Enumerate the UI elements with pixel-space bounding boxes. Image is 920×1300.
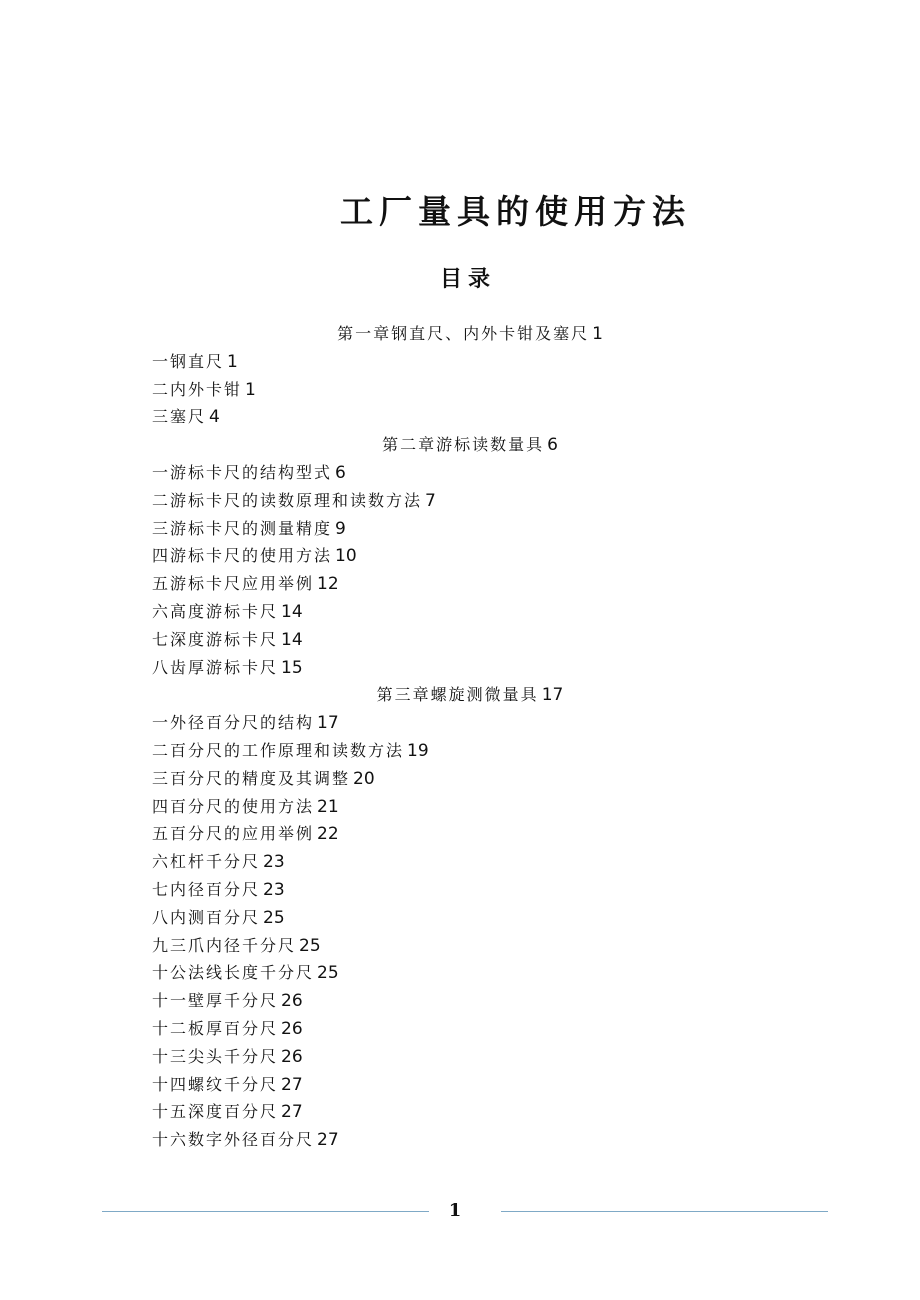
toc-section-entry[interactable] xyxy=(152,348,772,376)
toc-entry-page-number: 6 xyxy=(335,462,346,483)
toc-section-entry[interactable] xyxy=(152,709,772,737)
toc-entry-page-number: 26 xyxy=(281,991,303,1012)
toc-section-entry[interactable] xyxy=(152,987,772,1015)
toc-entry-page-number: 20 xyxy=(353,768,375,789)
toc-entry-title: 一钢直尺 xyxy=(152,351,225,371)
toc-section-entry[interactable] xyxy=(152,598,772,626)
toc-entry-title: 六高度游标卡尺 xyxy=(152,601,279,621)
toc-entry-title: 一外径百分尺的结构 xyxy=(152,713,315,733)
toc-section-entry[interactable] xyxy=(152,793,772,821)
toc-entry-page-number: 9 xyxy=(335,518,346,539)
table-of-contents xyxy=(152,320,772,1154)
toc-entry-title: 十五深度百分尺 xyxy=(152,1102,279,1122)
toc-entry-page-number: 26 xyxy=(281,1018,303,1039)
toc-entry-title: 二内外卡钳 xyxy=(152,379,243,399)
toc-section-entry[interactable] xyxy=(152,487,772,515)
toc-entry-title: 十四螺纹千分尺 xyxy=(152,1074,279,1094)
toc-section-entry[interactable] xyxy=(152,765,772,793)
toc-section-entry[interactable] xyxy=(152,515,772,543)
toc-section-entry[interactable] xyxy=(152,459,772,487)
toc-entry-page-number: 27 xyxy=(317,1130,339,1151)
toc-entry-page-number: 26 xyxy=(281,1046,303,1067)
toc-section-entry[interactable] xyxy=(152,1043,772,1071)
toc-entry-page-number: 25 xyxy=(263,907,285,928)
toc-section-entry[interactable] xyxy=(152,848,772,876)
toc-entry-title: 十一壁厚千分尺 xyxy=(152,991,279,1011)
toc-entry-page-number: 15 xyxy=(281,657,303,678)
toc-heading: 目录 xyxy=(439,266,496,292)
toc-entry-page-number: 1 xyxy=(227,351,238,372)
toc-entry-title: 三游标卡尺的测量精度 xyxy=(152,518,333,538)
toc-entry-title: 一游标卡尺的结构型式 xyxy=(152,462,333,482)
toc-entry-title: 十二板厚百分尺 xyxy=(152,1018,279,1038)
toc-section-entry[interactable] xyxy=(152,1071,772,1099)
toc-entry-title: 四游标卡尺的使用方法 xyxy=(152,546,333,566)
toc-section-entry[interactable] xyxy=(152,932,772,960)
page-number: 1 xyxy=(448,1200,462,1221)
toc-entry-title: 八内测百分尺 xyxy=(152,907,261,927)
toc-entry-title: 五游标卡尺应用举例 xyxy=(152,574,315,594)
toc-entry-title: 十三尖头千分尺 xyxy=(152,1046,279,1066)
toc-section-entry[interactable] xyxy=(152,1126,772,1154)
toc-entry-title: 五百分尺的应用举例 xyxy=(152,824,315,844)
toc-entry-page-number: 17 xyxy=(541,685,564,706)
toc-entry-page-number: 25 xyxy=(317,963,339,984)
toc-entry-page-number: 22 xyxy=(317,824,339,845)
toc-entry-title: 第二章游标读数量具 xyxy=(382,435,545,455)
toc-section-entry[interactable] xyxy=(152,403,772,431)
toc-section-entry[interactable] xyxy=(152,820,772,848)
toc-entry-page-number: 27 xyxy=(281,1074,303,1095)
footer-rule-right xyxy=(501,1211,828,1212)
toc-section-entry[interactable] xyxy=(152,959,772,987)
toc-section-entry[interactable] xyxy=(152,1015,772,1043)
toc-entry-title: 十六数字外径百分尺 xyxy=(152,1130,315,1150)
toc-entry-page-number: 23 xyxy=(263,852,285,873)
toc-entry-page-number: 10 xyxy=(335,546,357,567)
toc-entry-page-number: 27 xyxy=(281,1102,303,1123)
toc-entry-title: 六杠杆千分尺 xyxy=(152,852,261,872)
toc-section-entry[interactable] xyxy=(152,542,772,570)
toc-section-entry[interactable] xyxy=(152,737,772,765)
toc-entry-title: 十公法线长度千分尺 xyxy=(152,963,315,983)
toc-entry-title: 七内径百分尺 xyxy=(152,879,261,899)
toc-entry-page-number: 1 xyxy=(592,324,603,344)
document-title: 工厂量具的使用方法 xyxy=(340,192,691,231)
toc-entry-title: 第一章钢直尺、内外卡钳及塞尺 xyxy=(337,324,590,343)
toc-entry-page-number: 25 xyxy=(299,935,321,956)
toc-section-entry[interactable] xyxy=(152,876,772,904)
toc-section-entry[interactable] xyxy=(152,626,772,654)
toc-entry-page-number: 12 xyxy=(317,574,339,595)
toc-entry-page-number: 6 xyxy=(547,435,558,456)
toc-section-entry[interactable] xyxy=(152,654,772,682)
toc-entry-page-number: 4 xyxy=(209,407,220,428)
toc-section-entry[interactable] xyxy=(152,376,772,404)
toc-entry-title: 第三章螺旋测微量具 xyxy=(376,685,539,705)
toc-entry-title: 四百分尺的使用方法 xyxy=(152,796,315,816)
toc-entry-title: 三百分尺的精度及其调整 xyxy=(152,768,351,788)
toc-entry-title: 二游标卡尺的读数原理和读数方法 xyxy=(152,490,423,510)
toc-entry-page-number: 17 xyxy=(317,713,339,734)
toc-entry-title: 九三爪内径千分尺 xyxy=(152,935,297,955)
toc-entry-title: 二百分尺的工作原理和读数方法 xyxy=(152,740,405,760)
toc-entry-page-number: 23 xyxy=(263,879,285,900)
toc-entry-title: 三塞尺 xyxy=(152,407,207,427)
toc-entry-page-number: 14 xyxy=(281,629,303,650)
toc-entry-page-number: 14 xyxy=(281,601,303,622)
toc-section-entry[interactable] xyxy=(152,570,772,598)
toc-chapter-entry[interactable] xyxy=(152,320,788,348)
toc-section-entry[interactable] xyxy=(152,904,772,932)
toc-section-entry[interactable] xyxy=(152,1098,772,1126)
toc-entry-page-number: 19 xyxy=(407,740,429,761)
toc-chapter-entry[interactable] xyxy=(152,681,788,709)
toc-entry-page-number: 7 xyxy=(425,490,436,511)
toc-entry-title: 八齿厚游标卡尺 xyxy=(152,657,279,677)
toc-entry-page-number: 21 xyxy=(317,796,339,817)
toc-entry-title: 七深度游标卡尺 xyxy=(152,629,279,649)
footer-rule-left xyxy=(102,1211,429,1212)
toc-entry-page-number: 1 xyxy=(245,379,256,400)
toc-chapter-entry[interactable] xyxy=(152,431,788,459)
